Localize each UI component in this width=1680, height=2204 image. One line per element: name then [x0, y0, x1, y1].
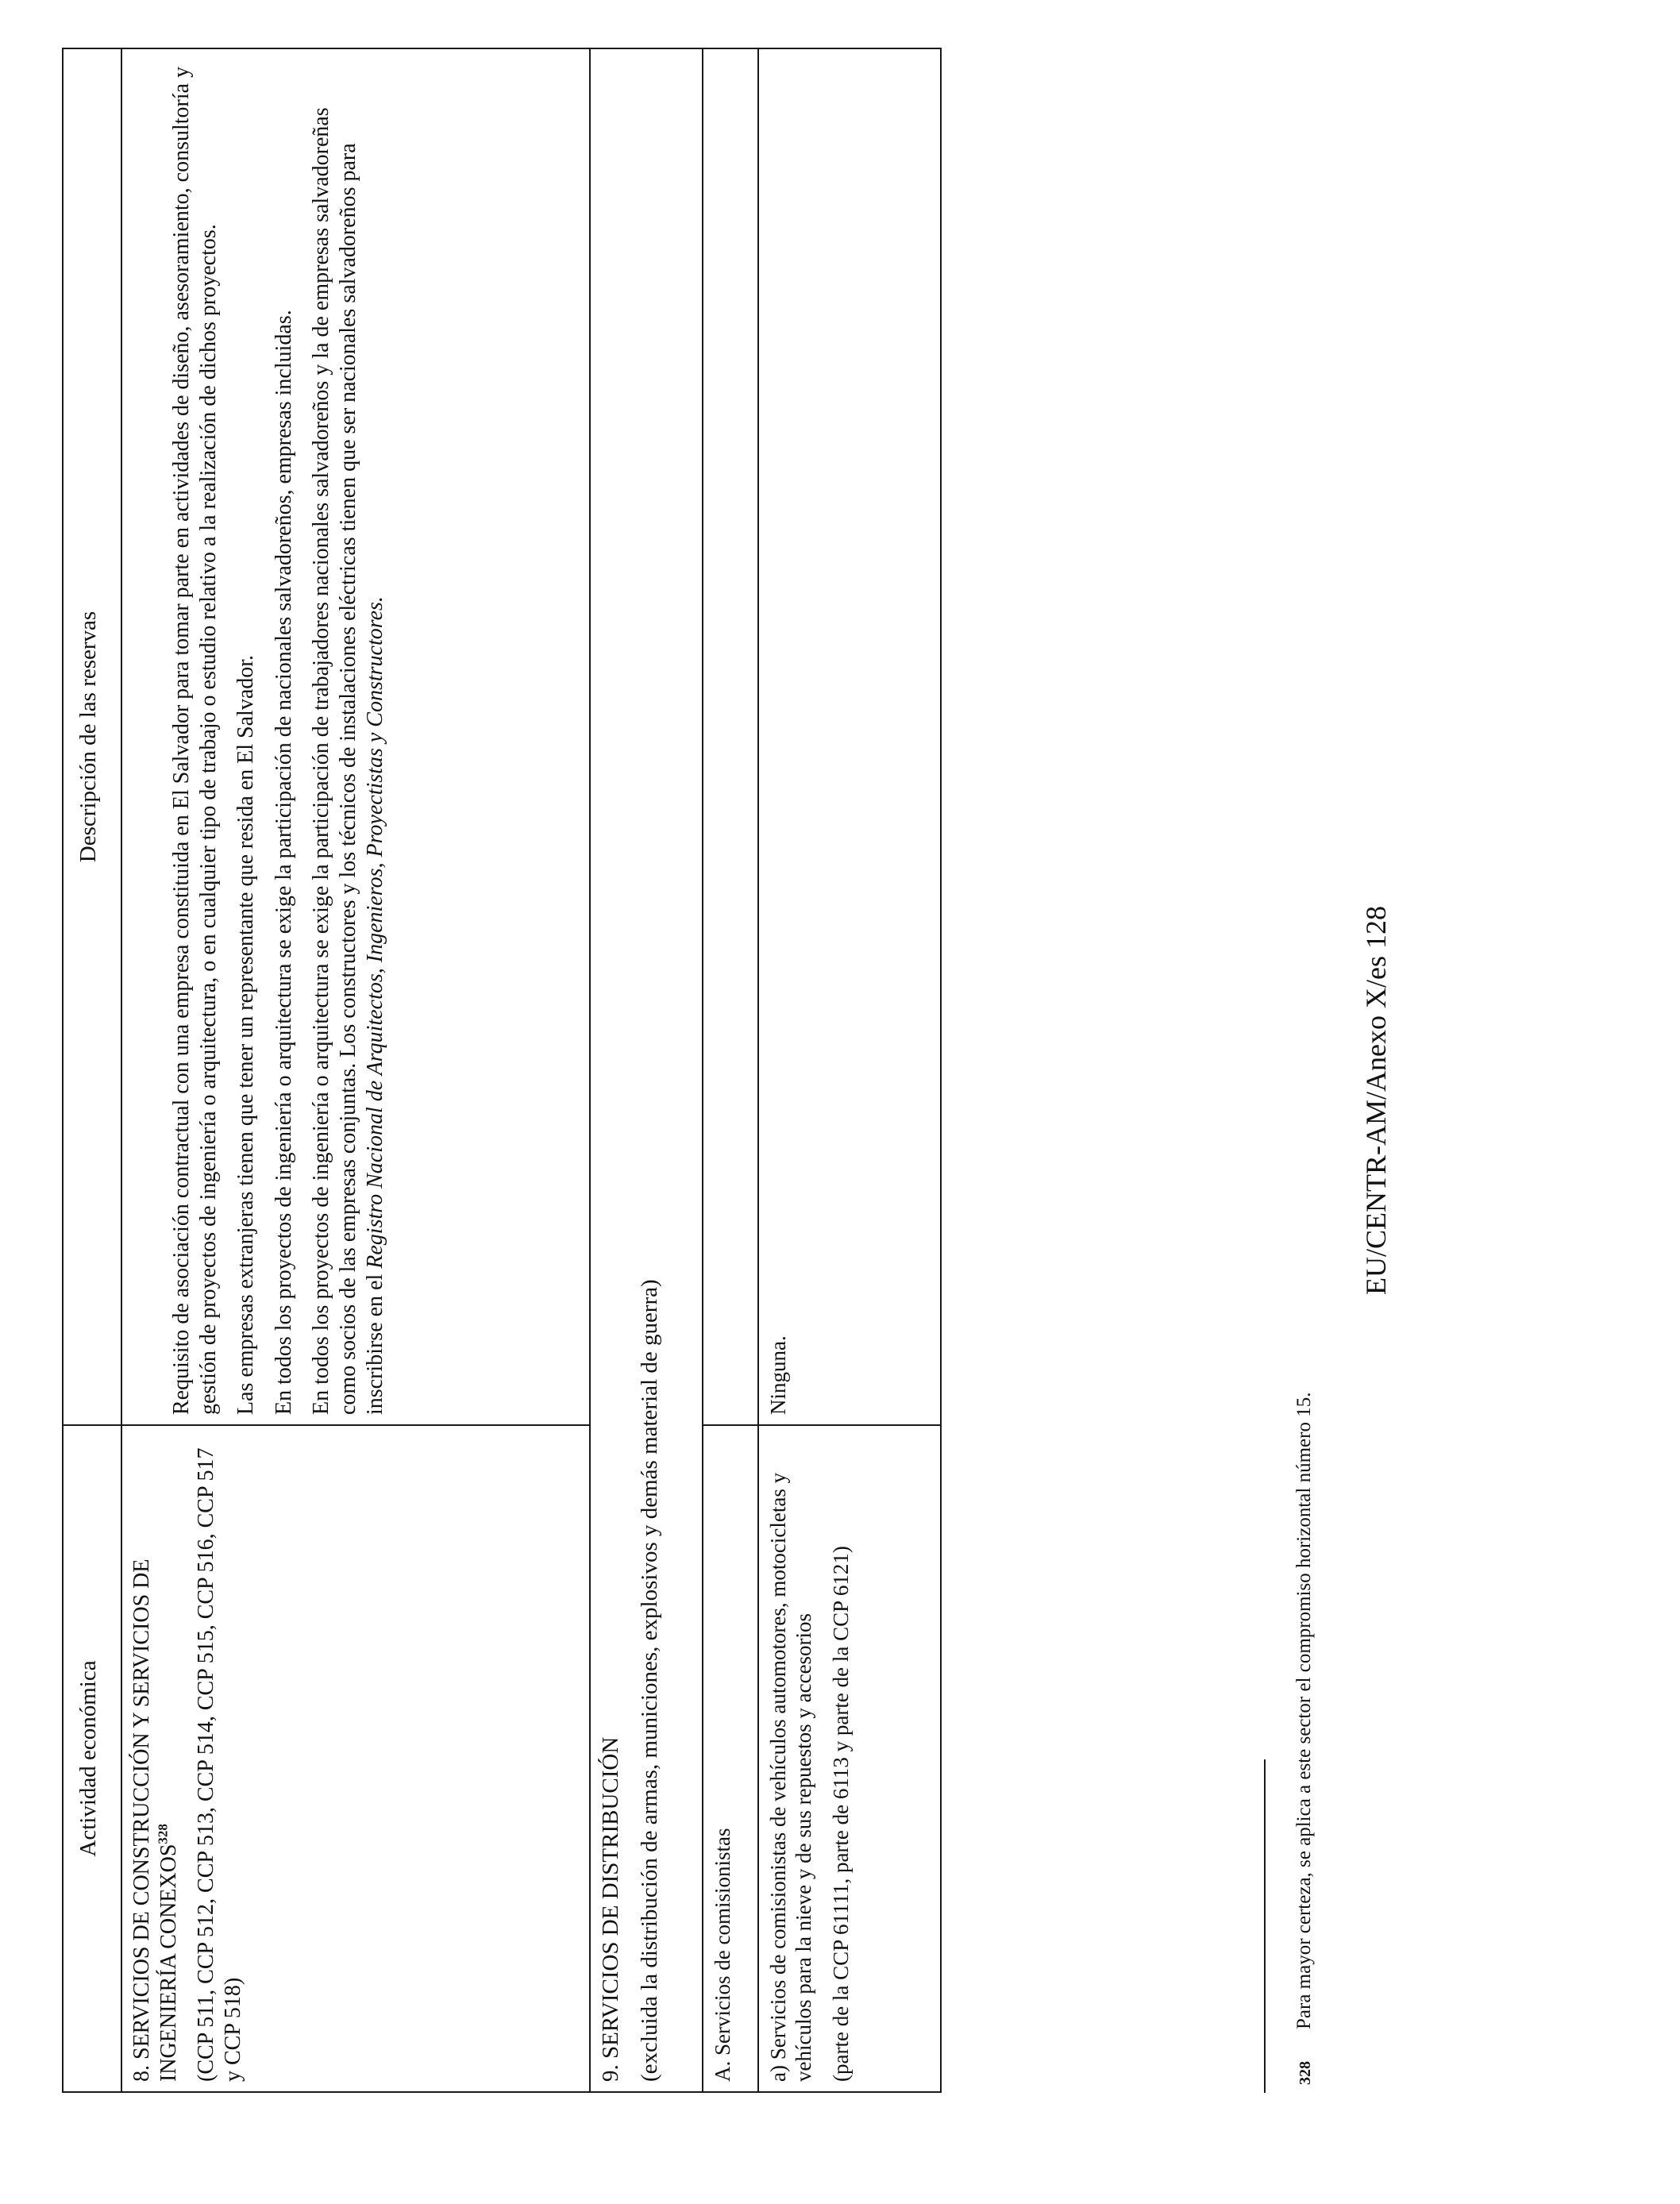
table-row-section-9 — [590, 48, 703, 2092]
section-8-codes: (CCP 511, CCP 512, CCP 513, CCP 514, CCP 515, CCP 516, CCP 517 y CCP 518) — [194, 1447, 245, 2082]
reservation-paragraph: En todos los proyectos de ingeniería o arquitectura se exige la participación de trabajadores nacionales salvadoreños y la de empresas salvadoreñas como socios de las empresas conjuntas. Los constructores y los técnicos de instalaciones eléctricas tienen que ser nacionales salvadoreños para inscribirse en el Registro Nacional de Arquitectos, Ingenieros, Proyectistas y Constructores. — [309, 107, 387, 1415]
header-activity: Actividad económica — [63, 1425, 121, 2092]
section-9-cell — [590, 48, 703, 2092]
table-row-item-a — [758, 48, 941, 2092]
item-a-activity-cell — [758, 1425, 941, 2092]
table-row-subsection-a — [703, 48, 758, 2092]
reservation-paragraph: En todos los proyectos de ingeniería o arquitectura se exige la participación de nacionales salvadoreños, empresas incluidas. — [271, 310, 296, 1415]
section-8-reservations-cell — [121, 48, 590, 1425]
reservation-paragraph: Requisito de asociación contractual con una empresa constituida en El Salvador para tomar parte en actividades de diseño, asesoramiento, consultoría y gestión de proyectos de ingeniería o arquitectura, o en cualquier tipo de trabajo o estudio relativo a la realización de dichos proyectos. — [169, 66, 221, 1415]
item-a-label: a) Servicios de comisionistas de vehículos automotores, motocicletas y vehículos para la nieve y de sus repuestos y accesorios — [766, 1472, 816, 2082]
footnote-number: 328 — [1297, 2061, 1314, 2085]
reservations-table — [62, 48, 942, 2093]
subsection-a-empty — [703, 48, 758, 1425]
section-8-activity-cell — [121, 1425, 590, 2092]
item-a-reservation: Ninguna. — [758, 48, 941, 1425]
section-9-title: 9. SERVICIOS DE DISTRIBUCIÓN — [598, 1736, 623, 2082]
reservation-paragraph: Las empresas extranjeras tienen que tener un representante que resida en El Salvador. — [233, 654, 259, 1415]
item-a-codes: (parte de la CCP 61111, parte de 6113 y parte de la CCP 6121) — [828, 1546, 853, 2082]
section-9-note: (excluida la distribución de armas, municiones, explosivos y demás material de guerra) — [636, 1279, 662, 2082]
footnote-ref: 328 — [155, 1824, 171, 1844]
table-header-row — [63, 48, 121, 2092]
footnote-separator — [1264, 1759, 1266, 2093]
section-8-title: 8. SERVICIOS DE CONSTRUCCIÓN Y SERVICIOS DE INGENIERÍA CONEXOS$^{328}$ — [129, 1559, 181, 2082]
registry-name: Registro Nacional de Arquitectos, Ingenieros, Proyectistas y Constructores. — [362, 596, 387, 1269]
table-row-section-8 — [121, 48, 590, 2092]
footnote — [1293, 338, 1316, 2085]
subsection-a-title: A. Servicios de comisionistas — [703, 1425, 758, 2092]
page-identifier: EU/CENTR-AM/Anexo X/es 128 — [1360, 906, 1392, 1295]
header-description: Descripción de las reservas — [63, 48, 121, 1425]
footnote-text: Para mayor certeza, se aplica a este sector el compromiso horizontal número 15. — [1293, 1392, 1315, 2029]
